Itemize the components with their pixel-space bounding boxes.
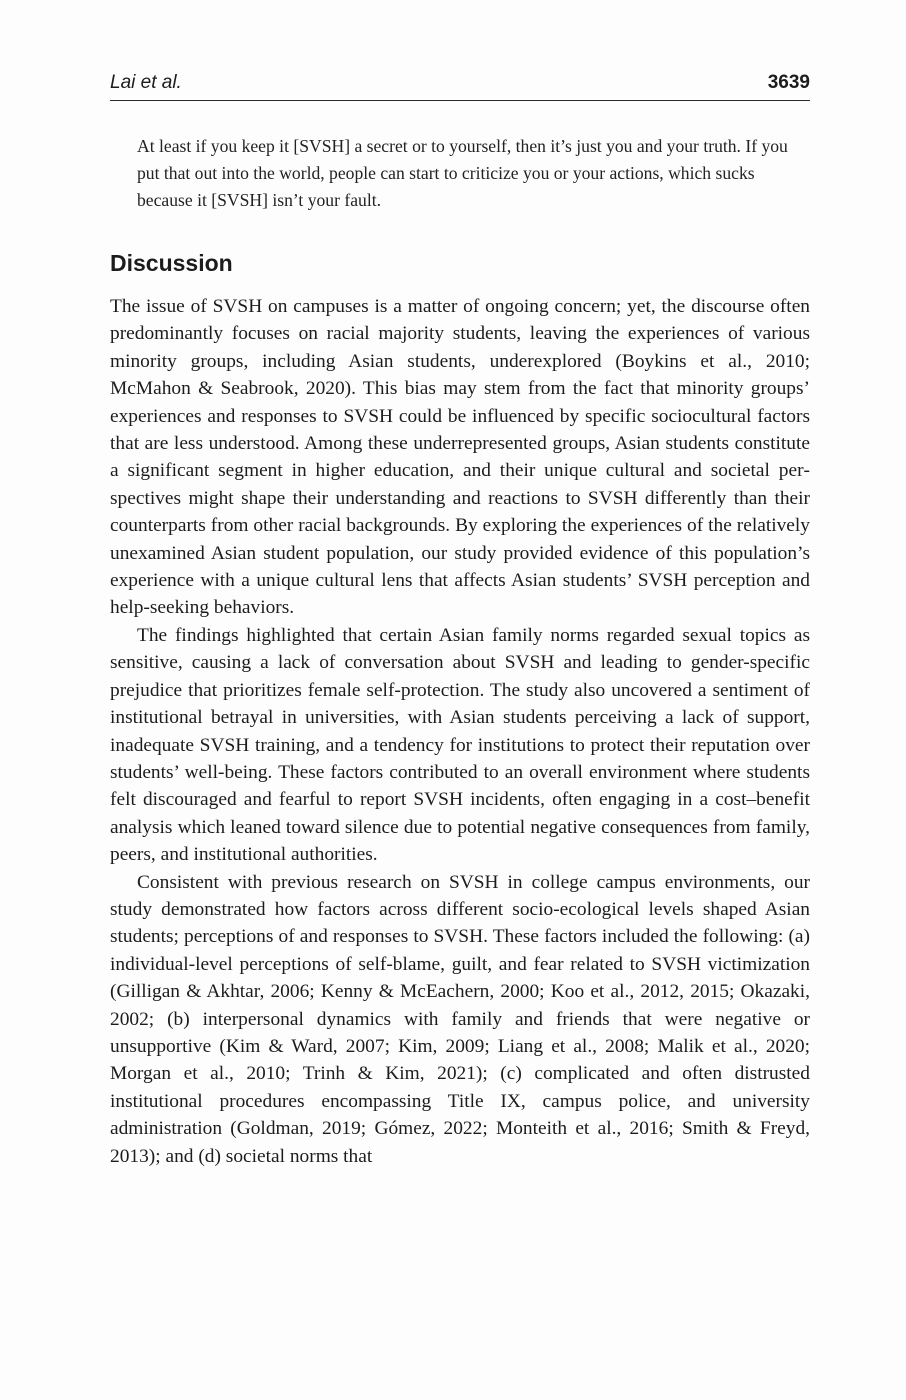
running-header xyxy=(110,70,810,101)
paragraph-1: The issue of SVSH on campuses is a matter of ongoing concern; yet, the discourse often predominantly focuses on racial majority students, leaving the experiences of various minority groups, including Asian students, underexplored (Boykins et al., 2010; McMahon & Seabrook, 2020). This bias may stem from the fact that minority groups’ experiences and responses to SVSH could be influenced by specific sociocultural factors that are less understood. Among these underrepresented groups, Asian students constitute a significant segment in higher education, and their unique cultural and societal perspectives might shape their understanding and reactions to SVSH differently than their counterparts from other racial backgrounds. By exploring the experiences of the relatively unexamined Asian student population, our study provided evidence of this population’s experience with a unique cultural lens that affects Asian students’ SVSH perception and help-seeking behaviors. xyxy=(110,296,810,619)
running-author: Lai et al. xyxy=(110,72,182,93)
section-heading: Discussion xyxy=(110,250,233,276)
paragraph-2: The findings highlighted that certain Asian family norms regarded sexual topics as sensitive, causing a lack of conversation about SVSH and leading to gender-specific prejudice that prioritizes female self-protection. The study also uncovered a sentiment of institutional betrayal in universities, with Asian students perceiving a lack of support, inadequate SVSH training, and a tendency for institutions to protect their reputation over students’ well-being. These factors contributed to an overall environment where students felt discouraged and fearful to report SVSH incidents, often engaging in a cost–benefit analysis which leaned toward silence due to potential negative consequences from family, peers, and institutional authorities. xyxy=(110,624,810,866)
block-quote: At least if you keep it [SVSH] a secret or to yourself, then it’s just you and your truth. If you put that out into the world, people can start to criticize you or your actions, which sucks because it [SVSH] isn’t your fault. xyxy=(137,136,788,210)
body-text xyxy=(110,293,810,1170)
page-number: 3639 xyxy=(767,72,810,93)
paragraph-3: Consistent with previous research on SVSH in college campus environments, our study demonstrated how factors across different socio-ecological levels shaped Asian students; perceptions of and responses to SVSH. These factors included the following: (a) individual-level perceptions of self-blame, guilt, and fear related to SVSH victimization (Gilligan & Akhtar, 2006; Kenny & McEachern, 2000; Koo et al., 2012, 2015; Okazaki, 2002; (b) interpersonal dynamics with family and friends that were negative or unsupportive (Kim & Ward, 2007; Kim, 2009; Liang et al., 2008; Malik et al., 2020; Morgan et al., 2010; Trinh & Kim, 2021); (c) complicated and often distrusted institutional procedures encompassing Title IX, campus police, and university administration (Goldman, 2019; Gómez, 2022; Monteith et al., 2016; Smith & Freyd, 2013); and (d) societal norms that xyxy=(110,871,810,1167)
